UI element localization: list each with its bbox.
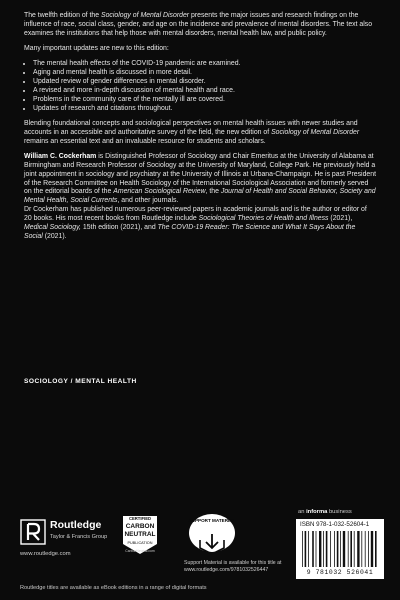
book-title: Medical Sociology, (24, 224, 81, 232)
author-bio-1: is Distinguished Professor of Sociology and Chair Emeritus at the University of Alabama at Birmingham and Research Professor of Sociology at the University of Maryland, College Park. He previously held a joint appointment in sociology and psychiatry at the University of Illinois at Urbana-Champaign. He is past President of the Research Committee on Health Sociology of the International Sociological Association and formerly served on the editorial boards of the (24, 152, 376, 196)
author-name: William C. Cockerham (24, 152, 97, 160)
separator-text: 15th edition (2021), and (80, 224, 158, 232)
intro-text-2: presents the major issues and research findings on the influence of race, social class, gender, and age on the incidence and prevalence of mental disorders. The text also examines the institutions that help those with mental disorders, mental health law, and public policy. (24, 12, 373, 37)
back-cover-text (24, 12, 376, 248)
informa-business-label (298, 509, 352, 515)
support-material-note: Support Material is available for this title at www.routledge.com/9781032526447 (184, 560, 282, 573)
blend-text-1: Blending foundational concepts and sociological perspectives on mental health issues with newer studies and accounts in an accessible and authoritative survey of the field, the new edition of (24, 119, 358, 136)
ebook-availability-note: Routledge titles are available as eBook editions in a range of digital formats (20, 585, 207, 591)
intro-text-1: The twelfth edition of the (24, 12, 101, 19)
list-item: • Aging and mental health is discussed in more detail. (33, 69, 376, 78)
book-title: Sociological Theories of Health and Illness (198, 215, 329, 223)
publisher-group: Taylor & Francis Group (50, 534, 108, 540)
journal-title: American Sociological Review (113, 188, 206, 196)
carbon-badge-line3: NEUTRAL (124, 531, 156, 538)
author-books-paragraph (24, 206, 376, 242)
updates-heading: Many important updates are new to this edition: (24, 44, 169, 52)
blend-text-2: remains an essential text and an invaluable resource for students and scholars. (24, 137, 266, 145)
carbon-badge-line2: CARBON (125, 523, 155, 530)
blend-paragraph (24, 120, 376, 147)
routledge-r-logo-icon (20, 519, 46, 545)
informa-prefix: an (298, 509, 307, 515)
informa-brand: informa (306, 509, 328, 515)
book-title: The COVID-19 Reader: The Science and What It Says About the Social (24, 224, 356, 241)
barcode-icon (300, 530, 380, 568)
author-bio-3: Dr Cockerham has published numerous peer-reviewed papers in academic journals and is the author or editor of 20 books. His most recent books from Routledge include (24, 206, 367, 223)
list-item: • Problems in the community care of the mentally ill are covered. (33, 96, 376, 105)
carbon-badge-line4: PUBLICATION (127, 541, 153, 545)
journal-title: Journal of Health and Social Behavior, Society and Mental Health, Social Currents (24, 188, 376, 205)
book-title: Sociology of Mental Disorder (271, 128, 360, 136)
isbn-text: ISBN 978-1-032-52604-1 (300, 521, 370, 528)
author-bio-2: , and other journals. (117, 197, 179, 205)
carbon-badge-line1: CERTIFIED (128, 516, 152, 521)
separator-text: , the (205, 188, 221, 196)
list-item: • Updates of research and citations throughout. (33, 105, 376, 114)
barcode-number: 9 781032 526041 (306, 569, 374, 576)
intro-paragraph (24, 12, 376, 39)
list-item: • A revised and more in-depth discussion of mental health and race. (33, 87, 376, 96)
separator-text: (2021), (328, 215, 353, 223)
author-bio-paragraph (24, 153, 376, 207)
publisher-url[interactable]: www.routledge.com (20, 551, 71, 557)
book-title: Sociology of Mental Disorder (101, 12, 190, 19)
author-bio-4: (2021). (42, 233, 67, 241)
list-item: • Updated review of gender differences in mental disorder. (33, 78, 376, 87)
updates-list (24, 60, 376, 114)
carbon-badge-url: CarbonNeutral.com (125, 549, 155, 553)
subject-category: SOCIOLOGY / MENTAL HEALTH (24, 378, 137, 385)
publisher-name: Routledge (50, 519, 102, 531)
list-item: • The mental health effects of the COVID-19 pandemic are examined. (33, 60, 376, 69)
informa-suffix: business (327, 509, 352, 515)
support-material-label: SUPPORT MATERIAL (188, 518, 236, 523)
